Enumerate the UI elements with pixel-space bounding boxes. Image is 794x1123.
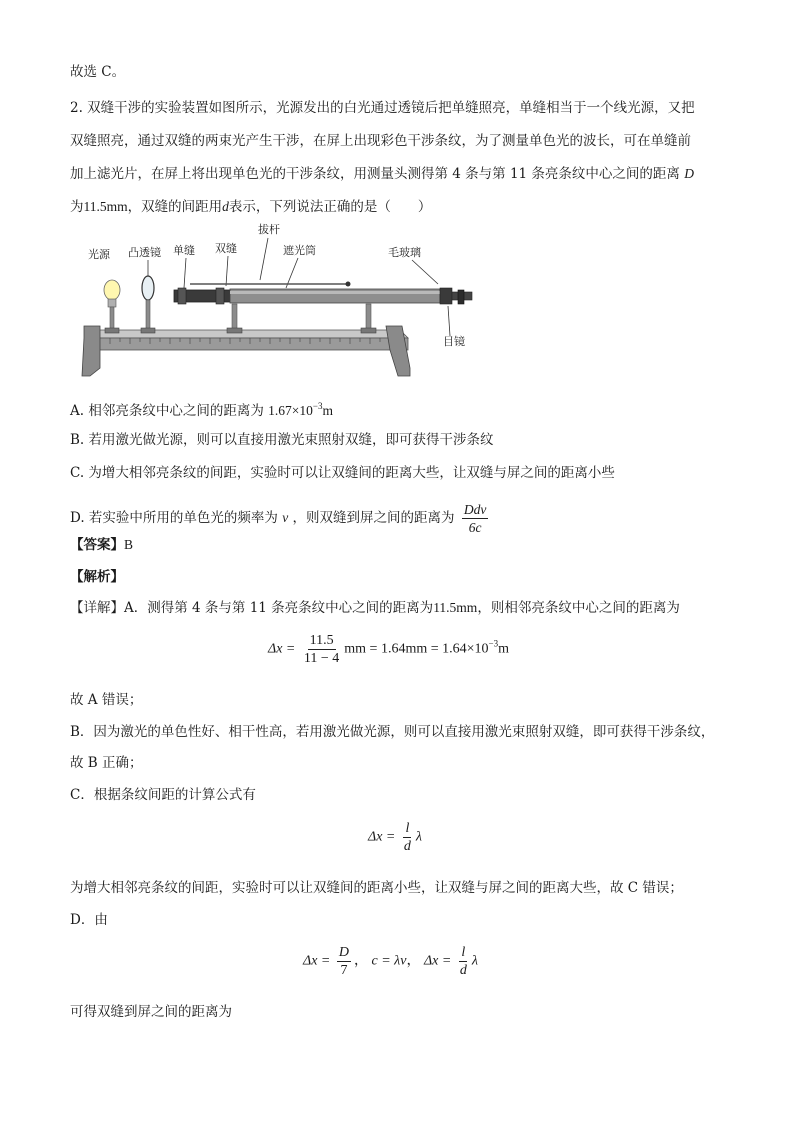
formula-3: Δx = $\frac{D}{7}$ ， c = λν， Δx = $\frac{l}{d}$ λ [303,945,478,978]
option-a [70,396,333,421]
value: 11.5mm [433,600,478,615]
detail-d-line-1 [70,910,108,930]
detail-d-line-2 [70,1002,232,1022]
option-b [70,430,494,450]
fraction-D-over-7: $\frac{D}{7}$ [338,945,350,978]
formula-1: Δx = $\frac{11.5}{11 - 4}$ mm = $1.64mm = 1.64\times 10^{-3}m$ [268,633,509,666]
text: D. 若实验中所用的单色光的频率为 [70,510,278,526]
text: 为增大相邻亮条纹的间距，实验时可以让双缝间的距离小些，让双缝与屏之间的距离大些，故 C 错误； [70,880,683,896]
fraction-l-over-d: $\frac{l}{d}$ [403,821,411,854]
text: 表示，下列说法正确的是（ ） [228,199,432,215]
label-bagan: 拔杆 [258,223,280,236]
fraction-ddnu-6c: $\frac{\text{Ddν}}{6c}$ [463,502,487,535]
text: 加上滤光片，在屏上将出现单色光的干涉条纹，用测量头测得第 4 条与第 11 条亮条纹中心之间的距离 [70,166,680,182]
text: 【详解】A．测得第 4 条与第 11 条亮条纹中心之间的距离为 [70,600,434,616]
text: B. 若用激光做光源，则可以直接用激光束照射双缝，即可获得干涉条纹 [70,432,494,448]
question-2-line-2 [70,131,691,151]
double-slit-apparatus-figure [70,218,490,383]
text: ，则相邻亮条纹中心之间的距离为 [477,600,680,616]
unit: m [322,403,333,418]
analysis-label: 【解析】 [70,569,124,585]
symbol-D: D [684,166,694,181]
question-2-line-4 [70,197,431,217]
label-ground-glass: 毛玻璃 [388,246,421,259]
question-2-line-3 [70,164,694,184]
option-c [70,463,615,483]
text: ，则双缝到屏之间的距离为 [292,510,455,526]
detail-a-line [70,598,680,618]
label-single-slit: 单缝 [173,244,195,257]
tube-assembly [174,288,472,304]
text: 故 B 正确； [70,755,143,771]
label-eyepiece: 目镜 [443,335,465,348]
label-convex-lens: 凸透镜 [128,246,161,259]
answer-label: 【答案】 [70,537,124,553]
exponent: −3 [312,401,323,411]
text: B．因为激光的单色性好、相干性高，若用激光做光源，则可以直接用激光束照射双缝，即可获得干涉条纹， [70,724,715,740]
optical-bench-rail [82,326,410,376]
pull-rod [190,282,351,287]
text: 为 [70,199,84,215]
previous-answer-line [70,62,125,82]
detail-b-line-2 [70,753,143,773]
label-shade-tube: 遮光筒 [283,244,316,257]
text: ，双缝的间距用 [127,199,223,215]
analysis-label-line [70,567,124,587]
text: 可得双缝到屏之间的距离为 [70,1004,232,1020]
detail-c-line-1 [70,785,256,805]
a-wrong-line [70,690,142,710]
convex-lens [141,276,155,333]
answer-line [70,535,133,555]
text: 故选 C。 [70,64,126,80]
option-d [70,496,491,540]
value-11.5mm: 11.5mm [83,199,128,214]
label-double-slit: 双缝 [215,242,237,255]
value: 1.67×10 [268,403,313,418]
text: 2. 双缝干涉的实验装置如图所示，光源发出的白光通过透镜后把单缝照亮，单缝相当于一个线光源，又把 [70,100,695,116]
text: C. 为增大相邻亮条纹的间距，实验时可以让双缝间的距离大些，让双缝与屏之间的距离小些 [70,465,615,481]
fraction-11.5-over-11-4: $\frac{11.5}{11 - 4}$ [303,633,340,666]
text: 故 A 错误； [70,692,143,708]
text: 双缝照亮，通过双缝的两束光产生干涉，在屏上出现彩色干涉条纹，为了测量单色光的波长，可在单缝前 [70,133,691,149]
detail-c-line-2 [70,878,683,898]
answer-value: B [124,537,134,552]
tube-supports [227,304,376,333]
question-2-line-1 [70,98,695,118]
light-bulb [104,280,120,333]
label-light-source: 光源 [88,248,110,261]
detail-b-line-1 [70,722,714,742]
fraction-l-over-d: $\frac{l}{d}$ [459,945,467,978]
text: C．根据条纹间距的计算公式有 [70,787,256,803]
text: A. 相邻亮条纹中心之间的距离为 [70,403,264,419]
symbol-d: d [222,199,229,214]
symbol-nu: ν [282,510,289,525]
formula-2: Δx = $\frac{l}{d}$ λ [368,821,422,854]
text: D．由 [70,912,108,928]
